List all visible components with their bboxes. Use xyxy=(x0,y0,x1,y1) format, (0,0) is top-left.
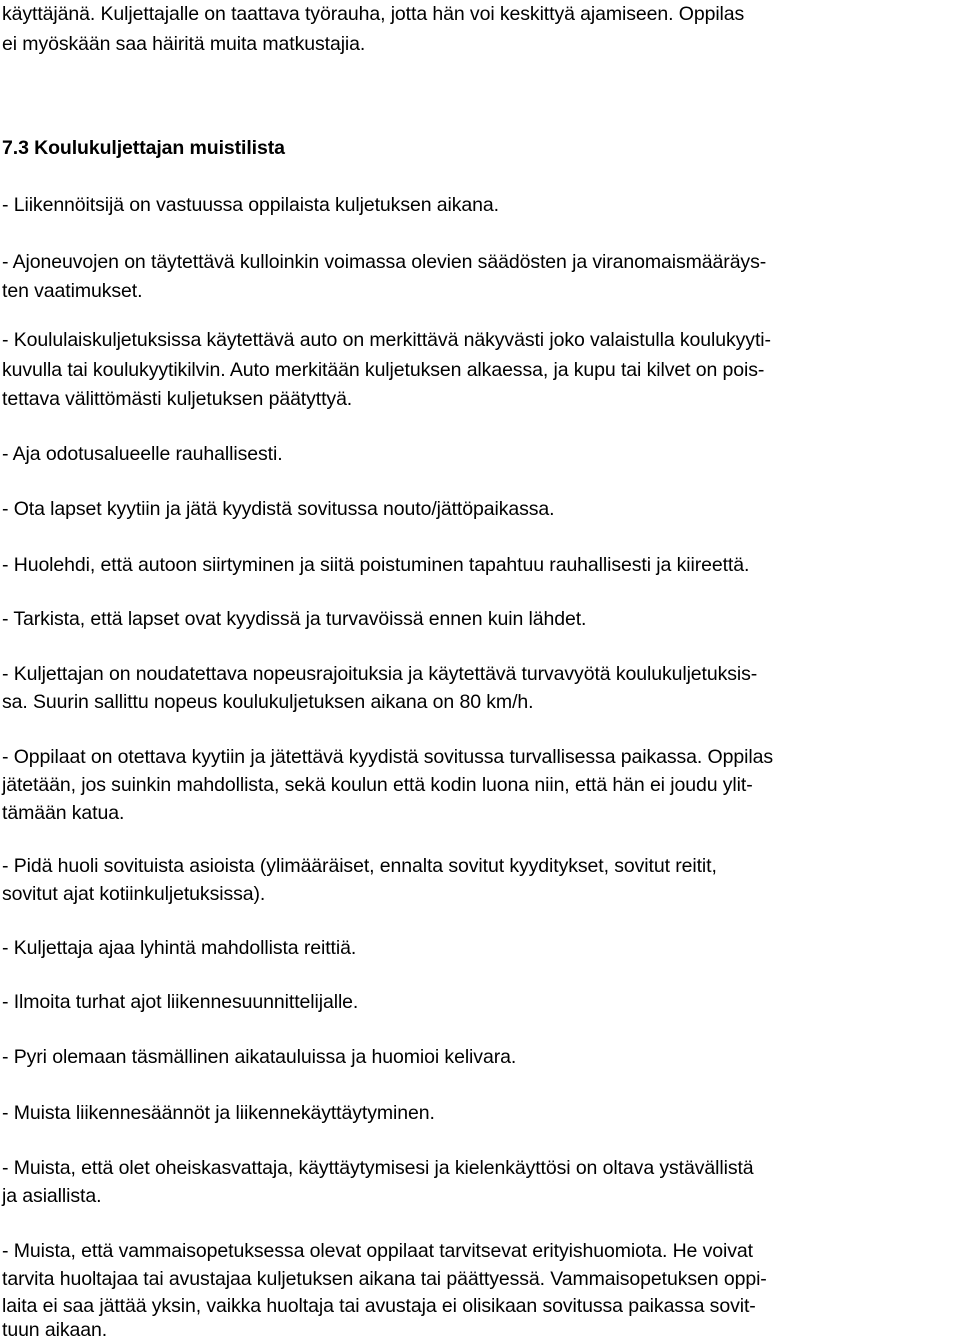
section-heading: 7.3 Koulukuljettajan muistilista xyxy=(2,137,285,159)
list-item: - Ilmoita turhat ajot liikennesuunnittelijalle. xyxy=(2,991,359,1013)
list-item: - Liikennöitsijä on vastuussa oppilaista kuljetuksen aikana. xyxy=(2,194,499,216)
list-item: - Muista, että vammaisopetuksessa olevat oppilaat tarvitsevat erityishuomiota. He voivat xyxy=(2,1240,753,1262)
text-line: jätetään, jos suinkin mahdollista, sekä koulun että kodin luona niin, että hän ei joudu ylit- xyxy=(2,774,753,796)
text-line: sa. Suurin sallittu nopeus koulukuljetuksen aikana on 80 km/h. xyxy=(2,691,534,713)
text-line: käyttäjänä. Kuljettajalle on taattava työrauha, jotta hän voi keskittyä ajamiseen. Oppilas xyxy=(2,3,745,25)
text-line: kuvulla tai koulukyytikilvin. Auto merkitään kuljetuksen alkaessa, ja kupu tai kilvet on pois- xyxy=(2,359,765,381)
list-item: - Pyri olemaan täsmällinen aikatauluissa ja huomioi kelivara. xyxy=(2,1046,517,1068)
text-line: sovitut ajat kotiinkuljetuksissa). xyxy=(2,883,266,905)
list-item: - Ajoneuvojen on täytettävä kulloinkin voimassa olevien säädösten ja viranomaismääräys- xyxy=(2,251,767,273)
list-item: - Koululaiskuljetuksissa käytettävä auto on merkittävä näkyvästi joko valaistulla koulukyyti- xyxy=(2,329,771,351)
list-item: - Muista, että olet oheiskasvattaja, käyttäytymisesi ja kielenkäyttösi on oltava ystävällistä xyxy=(2,1157,754,1179)
text-line: ei myöskään saa häiritä muita matkustajia. xyxy=(2,33,366,55)
list-item: - Kuljettajan on noudatettava nopeusrajoituksia ja käytettävä turvavyötä koulukuljetuksis- xyxy=(2,663,758,685)
list-item: - Aja odotusalueelle rauhallisesti. xyxy=(2,443,283,465)
text-line: tuun aikaan. xyxy=(2,1319,108,1341)
list-item: - Kuljettaja ajaa lyhintä mahdollista reittiä. xyxy=(2,937,357,959)
text-line: ten vaatimukset. xyxy=(2,280,143,302)
list-item: - Oppilaat on otettava kyytiin ja jätettävä kyydistä sovitussa turvallisessa paikassa. Oppilas xyxy=(2,746,773,768)
list-item: - Huolehdi, että autoon siirtyminen ja siitä poistuminen tapahtuu rauhallisesti ja kiireettä. xyxy=(2,554,750,576)
list-item: - Tarkista, että lapset ovat kyydissä ja turvavöissä ennen kuin lähdet. xyxy=(2,608,587,630)
text-line: laita ei saa jättää yksin, vaikka huoltaja tai avustaja ei olisikaan sovitussa paikassa sovit- xyxy=(2,1295,756,1317)
list-item: - Ota lapset kyytiin ja jätä kyydistä sovitussa nouto/jättöpaikassa. xyxy=(2,498,555,520)
text-line: tettava välittömästi kuljetuksen päätyttyä. xyxy=(2,388,353,410)
text-line: ja asiallista. xyxy=(2,1185,102,1207)
list-item: - Muista liikennesäännöt ja liikennekäyttäytyminen. xyxy=(2,1102,435,1124)
text-line: tämään katua. xyxy=(2,802,125,824)
list-item: - Pidä huoli sovituista asioista (ylimääräiset, ennalta sovitut kyyditykset, sovitut reitit, xyxy=(2,855,717,877)
text-line: tarvita huoltajaa tai avustajaa kuljetuksen aikana tai päättyessä. Vammaisopetuksen oppi- xyxy=(2,1268,767,1290)
